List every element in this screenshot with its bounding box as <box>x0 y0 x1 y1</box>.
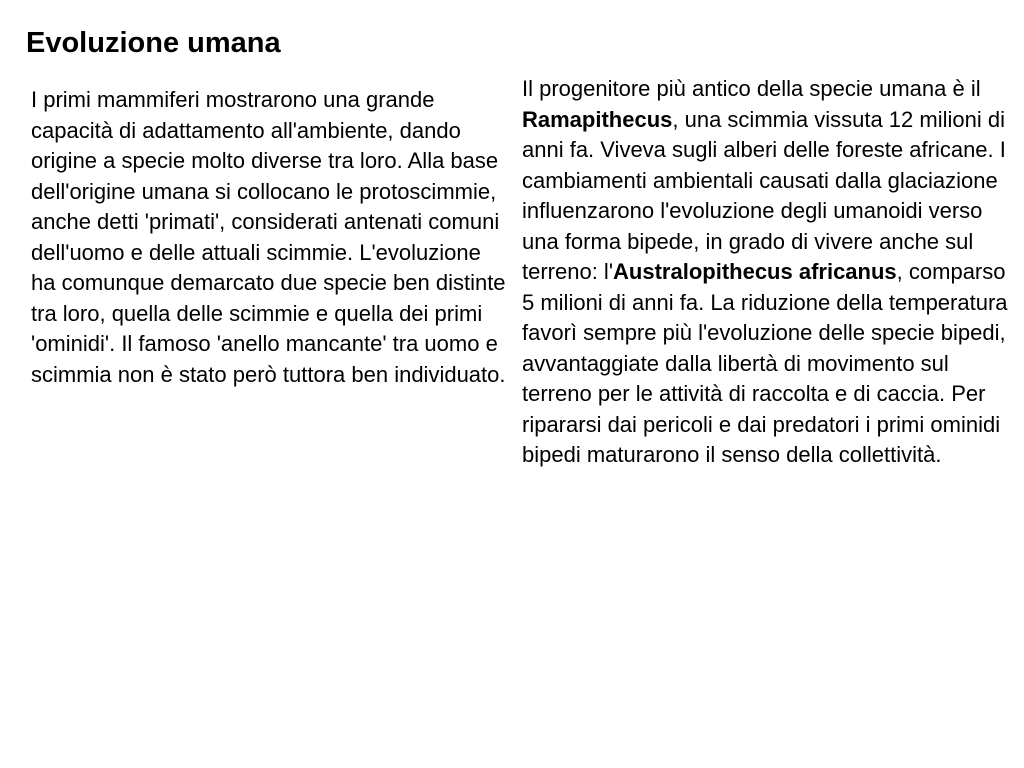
slide-title: Evoluzione umana <box>26 27 281 59</box>
australopithecus-term: Australopithecus africanus <box>613 259 897 284</box>
right-text-part-3: , comparso 5 milioni di anni fa. La riduzione della temperatura favorì sempre più l'evoluzione delle specie bipedi, avvantaggiate dalla libertà di movimento sul terreno per le attività di raccolta e di caccia. Per ripararsi dai pericoli e dai predatori i primi ominidi bipedi maturarono il senso della collettività. <box>522 259 1008 467</box>
left-paragraph: I primi mammiferi mostrarono una grande capacità di adattamento all'ambiente, dando origine a specie molto diverse tra loro. Alla base dell'origine umana si collocano le protoscimmie, anche detti 'primati', considerati antenati comuni dell'uomo e delle attuali scimmie. L'evoluzione ha comunque demarcato due specie ben distinte tra loro, quella delle scimmie e quella dei primi 'ominidi'. Il famoso 'anello mancante' tra uomo e scimmia non è stato però tuttora ben individuato. <box>31 87 506 387</box>
right-text-part-2: , una scimmia vissuta 12 milioni di anni fa. Viveva sugli alberi delle foreste africane. I cambiamenti ambientali causati dalla glaciazione influenzarono l'evoluzione degli umanoidi verso una forma bipede, in grado di vivere anche sul terreno: l' <box>522 106 1006 284</box>
right-text-column <box>522 74 1018 471</box>
left-text-column <box>31 85 506 390</box>
ramapithecus-term: Ramapithecus <box>522 106 673 132</box>
right-text-part-1: Il progenitore più antico della specie umana è il <box>522 76 981 101</box>
right-paragraph <box>522 74 1018 471</box>
